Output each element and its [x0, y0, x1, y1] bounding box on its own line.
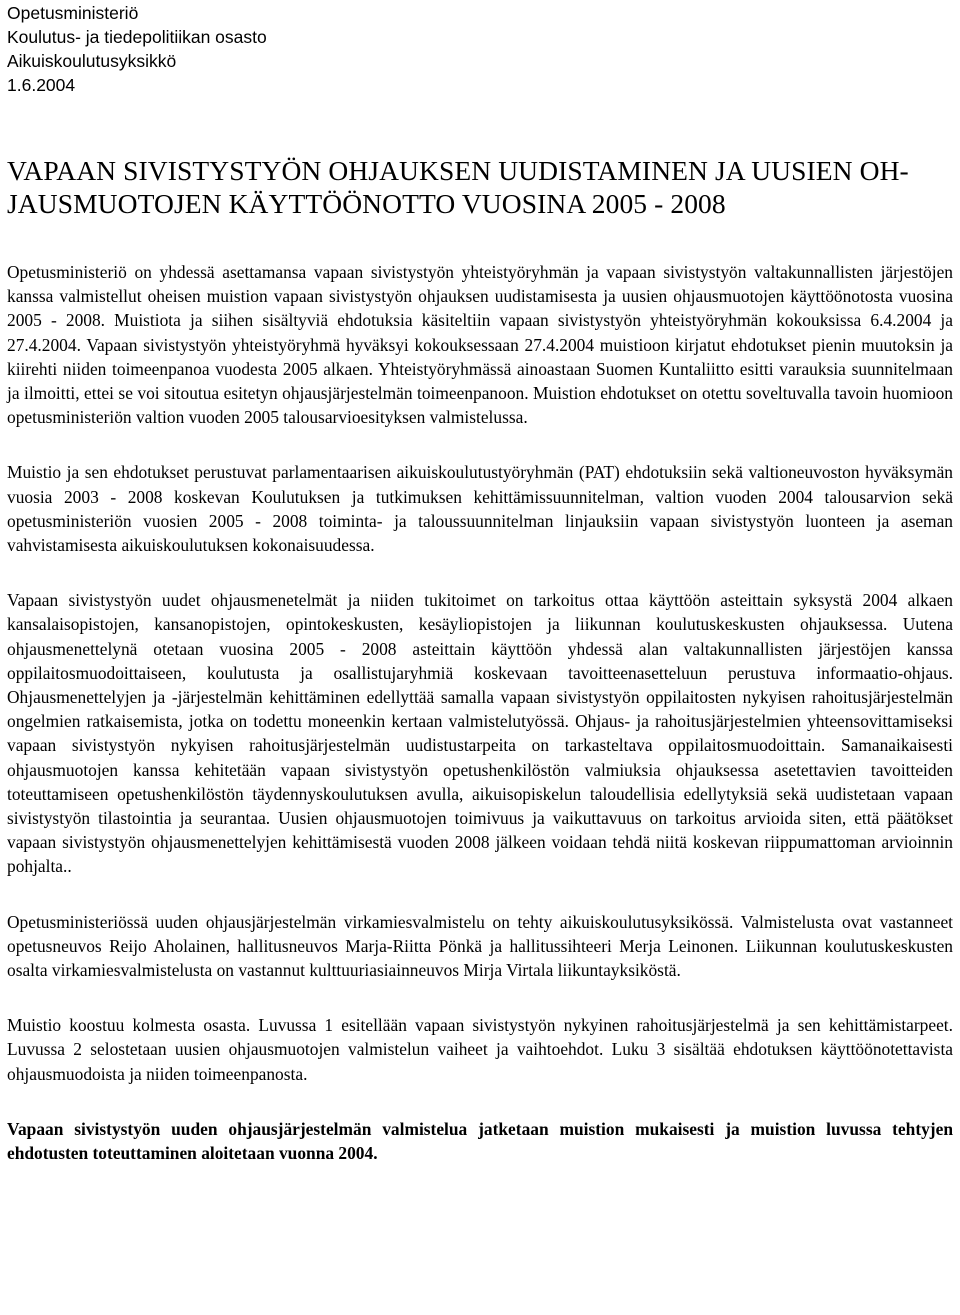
paragraph-3: Vapaan sivistystyön uudet ohjausmenetelmät ja niiden tukitoimet on tarkoitus ottaa käyttöön asteittain syksystä 2004 alkaen kansalaisopistojen, kansanopistojen, opintokeskusten, kesäyliopistojen ja liikunnan koulutuskeskusten ohjauksessa. Uutena ohjausmenettelynä otetaan vuosina 2005 - 2008 asteittain käyttöön yhdessä alan valtakunnallisten järjestöjen kanssa oppilaitosmuodoittaiseen, koulutusta ja osallistujaryhmiä koskevaan tavoitteenasetteluun perustuva informaatio-ohjaus. Ohjausmenettelyjen ja -järjestelmän kehittäminen edellyttää samalla vapaan sivistystyön oppilaitosten nykyisen rahoitusjärjestelmän ongelmien ratkaisemista, jotka on todettu moneenkin kertaan valmistelutyössä. Ohjaus- ja rahoitusjärjestelmien yhteensovittamiseksi vapaan sivistystyön nykyisen rahoitusjärjestelmän uudistustarpeita on tarkasteltava oppilaitosmuodoittain. Samanaikaisesti ohjausmuotojen kanssa kehitetään vapaan sivistystyön opetushenkilöstön valmiuksia ohjauksessa asetettavien tavoitteiden toteuttamiseen opetushenkilöstön täydennyskoulutuksen avulla, aikuisopiskelun taloudellisia edellytyksiä sekä uudistetaan vapaan sivistystyön tilastointia ja seurantaa. Uusien ohjausmuotojen toimivuus ja vaikuttavuus on tarkoitus arvioida siten, että päätökset vapaan sivistystyön ohjausmenettelyjen kehittämisestä vuoden 2008 jälkeen voidaan tehdä niitä koskevan riippumattoman arvioinnin pohjalta.. — [7, 590, 953, 877]
paragraph-4: Opetusministeriössä uuden ohjausjärjestelmän virkamiesvalmistelu on tehty aikuiskoulutusyksikössä. Valmistelusta ovat vastanneet opetusneuvos Reijo Aholainen, hallitusneuvos Marja-Riitta Pönkä ja hallitussihteeri Merja Leinonen. Liikunnan koulutuskeskusten osalta virkamiesvalmistelusta on vastannut kulttuuriasiainneuvos Mirja Virtala liikuntayksiköstä. — [7, 911, 953, 981]
paragraph-5: Muistio koostuu kolmesta osasta. Luvussa 1 esitellään vapaan sivistystyön nykyinen rahoitusjärjestelmä ja sen kehittämistarpeet. Luvussa 2 selostetaan uusien ohjausmuotojen valmistelun vaiheet ja vaihtoehdot. Luku 3 sisältää ehdotuksen käyttöönotettavista ohjausmuodoista ja niiden toimeenpanosta. — [7, 1015, 953, 1084]
document-page — [7, 0, 953, 1165]
document-date: 1.6.2004 — [7, 75, 76, 95]
department-name: Koulutus- ja tiedepolitiikan osasto — [7, 27, 267, 47]
ministry-name: Opetusministeriö — [7, 3, 139, 23]
title-line-2: JAUSMUOTOJEN KÄYTTÖÖNOTTO VUOSINA 2005 - 2008 — [7, 188, 726, 219]
title-line-1: VAPAAN SIVISTYSTYÖN OHJAUKSEN UUDISTAMINEN JA UUSIEN OH- — [7, 155, 909, 186]
paragraph-6-bold: Vapaan sivistystyön uuden ohjausjärjestelmän valmistelua jatketaan muistion mukaisesti ja muistion luvussa tehtyjen ehdotusten toteuttaminen aloitetaan vuonna 2004. — [7, 1118, 953, 1164]
paragraph-1: Opetusministeriö on yhdessä asettamansa vapaan sivistystyön yhteistyöryhmän ja vapaan sivistystyön valtakunnallisten järjestöjen kanssa valmistellut oheisen muistion vapaan sivistystyön ohjauksen uudistamisesta ja uusien ohjausmuotojen käyttöönotosta vuosina 2005 - 2008. Muistiota ja siihen sisältyviä ehdotuksia käsiteltiin vapaan sivistystyön yhteistyöryhmän kokouksissa 6.4.2004 ja 27.4.2004. Vapaan sivistystyön yhteistyöryhmä hyväksyi kokouksessaan 27.4.2004 muistioon kirjatut ehdotukset pienin muutoksin ja kiirehti niiden toimeenpanoa vuodesta 2005 alkaen. Yhteistyöryhmässä ainoastaan Suomen Kuntaliitto esitti varauksia suunnitelmaan ja ilmoitti, ettei se voi sitoutua esitetyn ohjausjärjestelmän toimeenpanoon. Muistion ehdotukset on otettu soveltuvalla tavoin huomioon opetusministeriön valtion vuoden 2005 talousarvioesityksen valmistelussa. — [7, 262, 953, 428]
document-title — [7, 154, 953, 220]
document-header — [7, 0, 953, 97]
paragraph-2: Muistio ja sen ehdotukset perustuvat parlamentaarisen aikuiskoulutustyöryhmän (PAT) ehdotuksiin sekä valtioneuvoston hyväksymän vuosia 2003 - 2008 koskevan Koulutuksen ja tutkimuksen kehittämissuunnitelman, valtion vuoden 2004 talousarvion sekä opetusministeriön vuosien 2005 - 2008 toiminta- ja taloussuunnitelman linjauksiin vapaan sivistystyön luonteen ja aseman vahvistamisesta aikuiskoulutuksen kokonaisuudessa. — [7, 462, 953, 556]
unit-name: Aikuiskoulutusyksikkö — [7, 51, 177, 71]
